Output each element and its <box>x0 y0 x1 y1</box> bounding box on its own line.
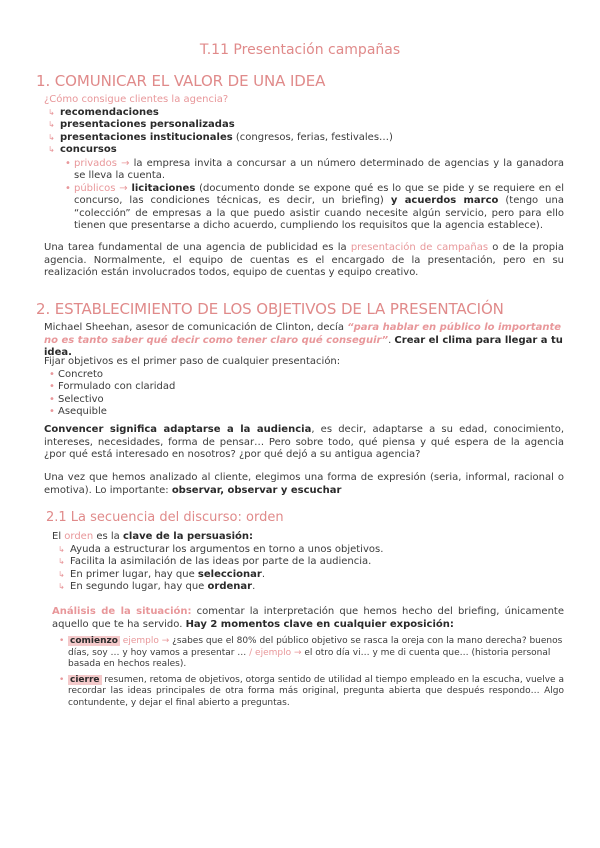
list-item: • Asequible <box>48 406 564 419</box>
list-item-publicos: • públicos → licitaciones (documento donde se expone qué es lo que se pide y se requiere en el concurso, las condiciones técnicas, es decir, un briefing) y acuerdos marco (tengo una “colección” de empresas a la que puedo asistir cuando necesite algún servicio, pero para ello tienen que presentarse a dicho acuerdo, cumpliendo los requisitos que la agencia establece). <box>64 183 564 233</box>
list-item: ↳ En primer lugar, hay que seleccionar. <box>58 569 564 582</box>
list-item: ↳ recomendaciones <box>48 107 564 120</box>
list-item-cierre: • cierre resumen, retoma de objetivos, otorga sentido de utilidad al tiempo empleado en la escucha, vuelve a recordar las ideas principales de otra forma más original, pregunta abierta que después respondo… Algo contundente, y dejar el final abierto a preguntas. <box>58 675 564 710</box>
audience-paragraph: Convencer significa adaptarse a la audiencia, es decir, adaptarse a su edad, conocimiento, intereses, necesidades, forma de pensar… Pero sobre todo, qué piensa y qué espera de la agencia ¿por qué está interesado en nosotros? ¿por qué dejó a su antigua agencia? <box>44 424 565 460</box>
list-item: • Selectivo <box>48 394 564 407</box>
list-item: ↳ Ayuda a estructurar los argumentos en torno a unos objetivos. <box>58 544 564 557</box>
objectives-intro: Fijar objetivos es el primer paso de cualquier presentación: <box>44 356 341 367</box>
order-block <box>52 531 564 594</box>
section-2-heading: 2. ESTABLECIMIENTO DE LOS OBJETIVOS DE LA PRESENTACIÓN <box>36 300 504 318</box>
agency-paragraph: Una tarea fundamental de una agencia de publicidad es la presentación de campañas o de la propia agencia. Normalmente, el equipo de cuentas es el encargado de la presentación, pero en su realización están involucrados todos, equipo de cuentas y equipo creativo. <box>44 242 565 278</box>
list-item: ↳ concursos <box>48 144 564 157</box>
objectives-block <box>44 356 564 419</box>
clients-question: ¿Cómo consigue clientes la agencia? <box>44 94 229 105</box>
list-item: • Formulado con claridad <box>48 381 564 394</box>
list-item-privados: • privados → la empresa invita a concursar a un número determinado de agencias y la ganadora se lleva la cuenta. <box>64 158 564 183</box>
section-1-body <box>44 94 564 233</box>
section-2-1-heading: 2.1 La secuencia del discurso: orden <box>46 510 284 525</box>
list-item: ↳ Facilita la asimilación de las ideas por parte de la audiencia. <box>58 556 564 569</box>
order-intro: El orden es la clave de la persuasión: <box>52 531 254 542</box>
list-item-comienzo: • comienzo ejemplo → ¿sabes que el 80% del público objetivo se rasca la oreja con la mano derecha? buenos días, soy … y hoy vamos a presentar … / ejemplo → el otro día vi… y me di cuenta que… (historia personal basada en hechos reales). <box>58 636 564 671</box>
page-title: T.11 Presentación campañas <box>199 42 401 58</box>
list-item: ↳ presentaciones institucionales (congresos, ferias, festivales…) <box>48 132 564 145</box>
list-item: • Concreto <box>48 369 564 382</box>
analysis-paragraph: Análisis de la situación: comentar la interpretación que hemos hecho del briefing, únicamente aquello que te ha servido. Hay 2 momentos clave en cualquier exposición: <box>52 606 564 630</box>
expression-paragraph: Una vez que hemos analizado al cliente, elegimos una forma de expresión (seria, informal, racional o emotiva). Lo importante: observar, observar y escuchar <box>44 472 564 496</box>
section-1-heading: 1. COMUNICAR EL VALOR DE UNA IDEA <box>36 72 326 90</box>
key-moments-list <box>58 636 564 709</box>
sheehan-paragraph: Michael Sheehan, asesor de comunicación de Clinton, decía “para hablar en público lo importante no es tanto saber qué decir como tener claro qué conseguir”. Crear el clima para llegar a tu idea. <box>44 322 563 358</box>
list-item: ↳ presentaciones personalizadas <box>48 119 564 132</box>
list-item: ↳ En segundo lugar, hay que ordenar. <box>58 581 564 594</box>
